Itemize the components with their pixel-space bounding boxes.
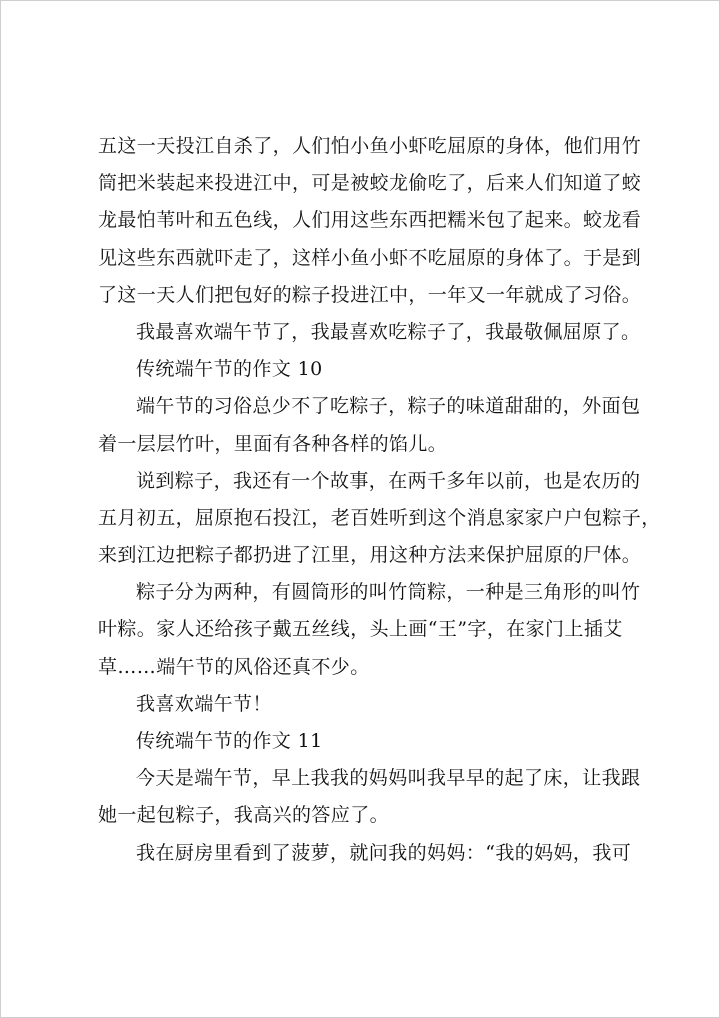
text-line: 五月初五，屈原抱石投江，老百姓听到这个消息家家户户包粽子， — [98, 506, 661, 529]
paragraph-line: 我喜欢端午节！ — [136, 692, 272, 715]
text-line: 着一层层竹叶，里面有各种各样的馅儿。 — [98, 432, 448, 455]
text-line: 龙最怕苇叶和五色线，人们用这些东西把糯米包了起来。蛟龙看 — [98, 209, 642, 232]
text-line: 她一起包粽子，我高兴的答应了。 — [98, 804, 390, 827]
text-line: 草……端午节的风俗还真不少。 — [98, 655, 370, 678]
text-line: 见这些东西就吓走了，这样小鱼小虾不吃屈原的身体了。于是到 — [98, 246, 642, 269]
section-heading: 传统端午节的作文 10 — [136, 358, 323, 381]
text-line: 来到江边把粽子都扔进了江里，用这种方法来保护屈原的尸体。 — [98, 544, 642, 567]
paragraph-line: 粽子分为两种，有圆筒形的叫竹筒粽，一种是三角形的叫竹 — [136, 581, 641, 604]
paragraph-line: 我最喜欢端午节了，我最喜欢吃粽子了，我最敬佩屈原了。 — [136, 320, 641, 343]
section-heading: 传统端午节的作文 11 — [136, 730, 323, 752]
text-line: 叶粽。家人还给孩子戴五丝线，头上画“王”字，在家门上插艾 — [98, 618, 623, 641]
paragraph-line: 我在厨房里看到了菠萝，就问我的妈妈：“我的妈妈，我可 — [136, 841, 632, 864]
paragraph-line: 今天是端午节，早上我我的妈妈叫我早早的起了床，让我跟 — [136, 767, 641, 790]
text-line: 了这一天人们把包好的粽子投进江中，一年又一年就成了习俗。 — [98, 283, 642, 306]
text-line: 五这一天投江自杀了，人们怕小鱼小虾吃屈原的身体，他们用竹 — [98, 135, 642, 157]
paragraph-line: 端午节的习俗总少不了吃粽子，粽子的味道甜甜的，外面包 — [136, 395, 641, 418]
document-body — [98, 128, 661, 872]
text-line: 筒把米装起来投进江中，可是被蛟龙偷吃了，后来人们知道了蛟 — [98, 172, 642, 195]
paragraph-line: 说到粽子，我还有一个故事，在两千多年以前，也是农历的 — [136, 469, 641, 492]
